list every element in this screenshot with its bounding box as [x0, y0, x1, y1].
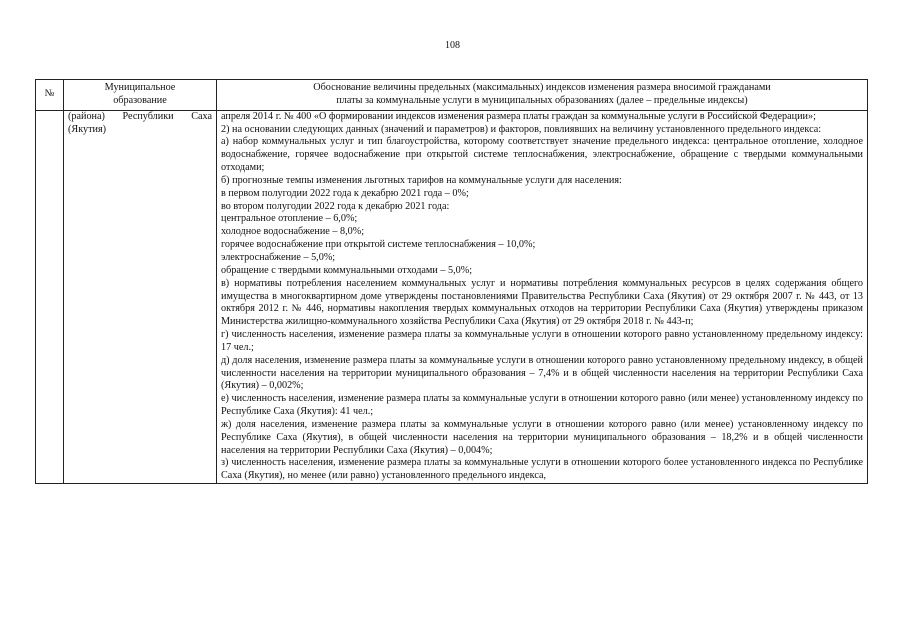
header-justification-line: платы за коммунальные услуги в муниципальных образованиях (далее – предельные индексы)	[336, 94, 748, 106]
paragraph: горячее водоснабжение при открытой системе теплоснабжения – 10,0%;	[221, 239, 536, 251]
paragraph: в) нормативы потребления населением коммунальных услуг и нормативы потребления коммунальных ресурсов в целях содержания общего имущества в многоквартирном доме утверждены постановлениями Правительства Республики Саха (Якутия) от 29 октября 2007 г. № 443, от 13 октября 2012 г. № 446, нормативы накопления твердых коммунальных отходов на территории Республики Саха (Якутия) утверждены приказом Министерства жилищно-коммунального хозяйства Республики Саха (Якутия) от 29 октября 2018 г. № 443-п;	[221, 277, 863, 328]
row-number-cell	[36, 110, 64, 483]
paragraph: центральное отопление – 6,0%;	[221, 213, 358, 225]
header-justification-line: Обоснование величины предельных (максимальных) индексов изменения размера вносимой гражданами	[313, 82, 771, 93]
header-number	[36, 80, 64, 111]
row-municipality-cell: (района) Республики Саха (Якутия)	[64, 110, 217, 483]
paragraph: з) численность населения, изменение размера платы за коммунальные услуги в отношении которого более установленного индекса по Республике Саха (Якутия), но менее (или равно) установленного предельного индекса,	[221, 457, 863, 482]
row-justification-cell	[217, 110, 868, 483]
paragraph: обращение с твердыми коммунальными отходами – 5,0%;	[221, 264, 473, 276]
header-justification	[217, 80, 868, 111]
table-header-row	[36, 80, 868, 111]
paragraph: 2) на основании следующих данных (значений и параметров) и факторов, повлиявших на величину установленного предельного индекса:	[221, 123, 822, 135]
header-municipality-line: Муниципальное	[104, 82, 176, 93]
header-municipality	[64, 80, 217, 111]
header-municipality-line: образование	[113, 94, 167, 106]
paragraph: г) численность населения, изменение размера платы за коммунальные услуги в отношении которого равно установленному предельному индексу: 17 чел.;	[221, 329, 863, 353]
table-row	[36, 110, 868, 483]
paragraph: д) доля населения, изменение размера платы за коммунальные услуги в отношении которого равно установленному предельному индексу, в общей численности населения на территории муниципального образования – 7,4% и в общей численности населения на территории Республики Саха (Якутия) – 0,002%;	[221, 354, 863, 392]
paragraph: во втором полугодии 2022 года к декабрю 2021 года:	[221, 200, 450, 212]
paragraph: электроснабжение – 5,0%;	[221, 251, 336, 263]
paragraph: холодное водоснабжение – 8,0%;	[221, 226, 365, 238]
justification-table	[35, 79, 868, 484]
paragraph: а) набор коммунальных услуг и тип благоустройства, которому соответствует значение предельного индекса: центральное отопление, холодное водоснабжение, горячее водоснабжение при открытой системе теплоснабжения, электроснабжение, обращение с твердыми коммунальными отходами;	[221, 136, 863, 174]
page-number: 108	[445, 40, 460, 51]
paragraph: ж) доля населения, изменение размера платы за коммунальные услуги в отношении которого равно (или менее) установленному индексу по Республике Саха (Якутия), в общей численности населения на территории муниципального образования – 18,2% и в общей численности населения на территории Республики Саха (Якутия) – 0,004%;	[221, 418, 863, 456]
paragraph: апреля 2014 г. № 400 «О формировании индексов изменения размера платы граждан за коммунальные услуги в Российской Федерации»;	[221, 110, 816, 122]
header-number-label: №	[44, 88, 55, 100]
paragraph: е) численность населения, изменение размера платы за коммунальные услуги в отношении которого равно (или менее) установленному индексу по Республике Саха (Якутия): 41 чел.;	[221, 393, 863, 418]
paragraph: б) прогнозные темпы изменения льготных тарифов на коммунальные услуги для населения:	[221, 174, 622, 186]
paragraph: в первом полугодии 2022 года к декабрю 2021 года – 0%;	[221, 187, 469, 199]
